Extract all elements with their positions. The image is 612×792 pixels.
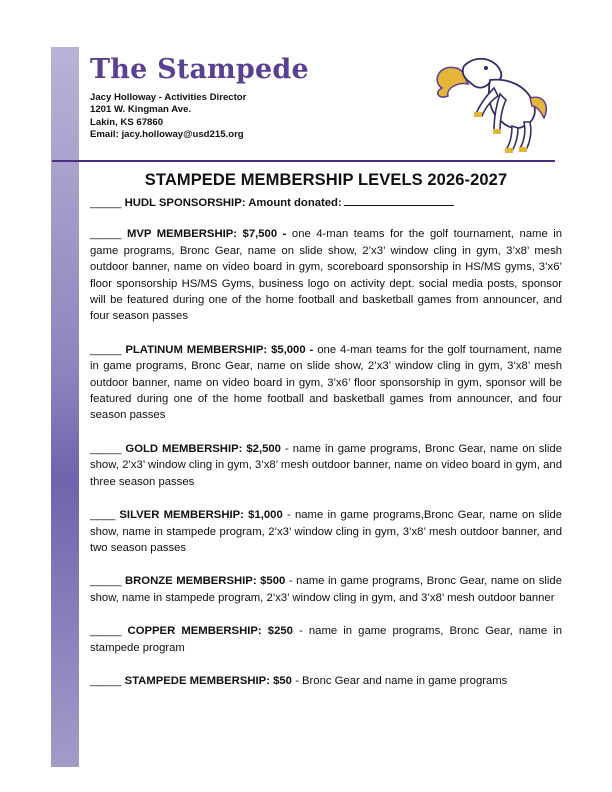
level-name: SILVER MEMBERSHIP: $1,000 xyxy=(119,509,283,522)
level-description: - name in game programs,Bronc Gear, name on slide show, name in stampede program, 2’x3’ window cling in gym, 3’x8’ mesh outdoor banner, and two season passes xyxy=(90,509,563,554)
contact-line: 1201 W. Kingman Ave. xyxy=(90,104,192,116)
level-description: - name in game programs, Bronc Gear, name on slide show, 2’x3’ window cling in gym, 3’x8’ mesh outdoor banner, name on video board in gym, and three season passes xyxy=(90,442,562,488)
level-name: COPPER MEMBERSHIP: $250 xyxy=(127,625,293,638)
contact-email: Email: jacy.holloway@usd215.org xyxy=(90,129,244,141)
sign-up-blank: _____ xyxy=(90,343,122,356)
level-name: GOLD MEMBERSHIP: $2,500 xyxy=(125,442,281,455)
contact-line: Jacy Holloway - Activities Director xyxy=(90,92,247,103)
page-title: STAMPEDE MEMBERSHIP LEVELS 2026-2027 xyxy=(144,171,508,189)
level-description: - name in game programs, Bronc Gear, name in stampede program xyxy=(90,625,562,654)
level-name: BRONZE MEMBERSHIP: $500 xyxy=(124,575,286,588)
amount-line xyxy=(344,194,454,206)
masthead xyxy=(90,54,340,142)
header-divider xyxy=(52,160,555,162)
sign-up-blank: _____ xyxy=(90,625,122,638)
level-bronze xyxy=(90,573,562,606)
bronco-mascot-icon xyxy=(428,48,556,154)
level-description: - name in game programs, Bronc Gear, name on slide show, name in stampede program, 2’x3’ window cling in gym, and 3’x8’ mesh outdoor banner xyxy=(90,575,563,604)
membership-levels xyxy=(90,194,562,706)
contact-block xyxy=(90,92,340,142)
level-platinum xyxy=(90,342,562,424)
level-name: STAMPEDE MEMBERSHIP: $50 xyxy=(124,674,292,687)
level-description: - Bronc Gear and name in game programs xyxy=(295,674,508,687)
sign-up-blank: _____ xyxy=(90,442,122,455)
sign-up-blank: _____ xyxy=(90,575,122,588)
sign-up-blank: _____ xyxy=(90,228,122,241)
sign-up-blank: ____ xyxy=(90,509,116,522)
side-accent-bar xyxy=(51,47,79,767)
sign-up-blank: _____ xyxy=(90,197,122,209)
level-stampede xyxy=(90,673,562,689)
sign-up-blank: _____ xyxy=(90,674,122,687)
level-name: HUDL SPONSORSHIP: Amount donated: xyxy=(124,197,342,209)
org-title: The Stampede xyxy=(90,54,309,85)
level-name: PLATINUM MEMBERSHIP: $5,000 - xyxy=(125,343,314,356)
level-hudl xyxy=(90,194,562,211)
level-name: MVP MEMBERSHIP: $7,500 - xyxy=(126,228,287,241)
level-silver xyxy=(90,507,562,556)
level-description: one 4-man teams for the golf tournament, name in game programs, Bronc Gear, name on slide show, 2’x3’ window cling in gym, 3’x8’ mesh outdoor banner, name on video board in gym, scoreboard sponsorship in HS/MS gyms, 3’x6’ floor sponsorship HS/MS Gyms, business logo on activity dept. social media posts, sponsor will be featured during one of the home football and basketball games from announcer, and four season passes xyxy=(90,228,563,323)
level-copper xyxy=(90,623,562,656)
level-description: one 4-man teams for the golf tournament, name in game programs, Bronc Gear, name on slide show, 2’x3’ window cling in gym, 3’x8’ mesh outdoor banner, name on video board in gym, 3’x6’ floor sponsorship in gym, sponsor will be featured during one of the home football and basketball games from announcer, and four season passes xyxy=(90,343,563,422)
level-gold xyxy=(90,441,562,490)
level-mvp xyxy=(90,226,562,324)
contact-line: Lakin, KS 67860 xyxy=(90,116,164,128)
